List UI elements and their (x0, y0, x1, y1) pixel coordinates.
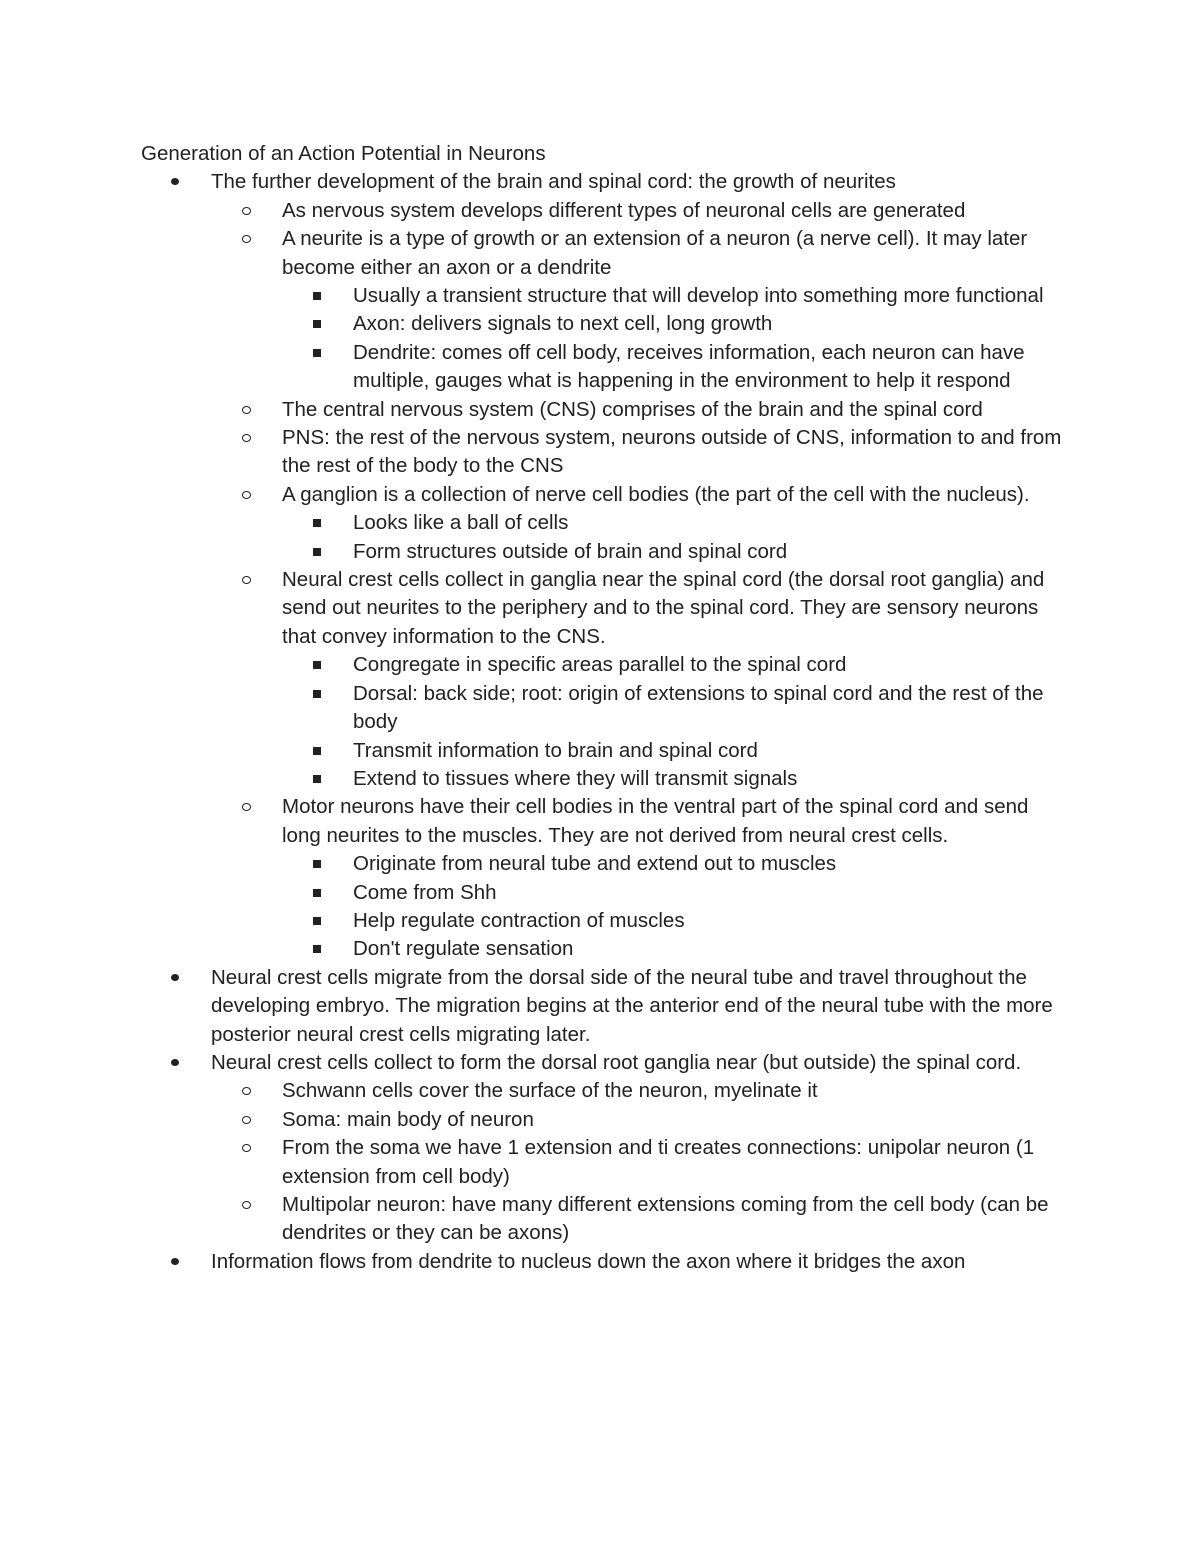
list-item-level-3 (353, 680, 1063, 737)
list-item-text: Come from Shh (353, 880, 497, 904)
list-item-text: PNS: the rest of the nervous system, neurons outside of CNS, information to and from the rest of the body to the CNS (282, 426, 1062, 478)
list-item-text: The further development of the brain and spinal cord: the growth of neurites (211, 170, 896, 194)
list-item-level-2 (282, 225, 1062, 282)
filled-square-bullet-icon (313, 509, 353, 537)
hollow-circle-bullet-icon (242, 1077, 282, 1105)
filled-square-bullet-icon (313, 680, 353, 708)
filled-square-bullet-icon (313, 935, 353, 963)
filled-square-bullet-icon (313, 282, 353, 310)
list-item-text: Multipolar neuron: have many different extensions coming from the cell body (can be dendrites or they can be axons) (282, 1193, 1049, 1245)
page-title: Generation of an Action Potential in Neurons (141, 142, 546, 165)
list-item-text: Originate from neural tube and extend out to muscles (353, 852, 837, 876)
list-item-level-3 (353, 538, 1063, 566)
hollow-circle-bullet-icon (242, 396, 282, 424)
list-item-text: Don't regulate sensation (353, 937, 574, 961)
hollow-circle-bullet-icon (242, 424, 282, 452)
list-item-level-2 (282, 1134, 1062, 1191)
list-item-level-1 (211, 1049, 1061, 1077)
bullet-outline (0, 168, 1200, 1276)
list-item-text: Information flows from dendrite to nucleus down the axon where it bridges the axon (211, 1249, 966, 1273)
list-item-text: A ganglion is a collection of nerve cell bodies (the part of the cell with the nucleus). (282, 482, 1030, 506)
list-item-text: Schwann cells cover the surface of the neuron, myelinate it (282, 1079, 818, 1103)
list-item-text: Help regulate contraction of muscles (353, 908, 685, 932)
hollow-circle-bullet-icon (242, 481, 282, 509)
list-item-text: The central nervous system (CNS) comprises of the brain and the spinal cord (282, 397, 983, 421)
list-item-text: Usually a transient structure that will develop into something more functional (353, 284, 1044, 308)
list-item-text: Congregate in specific areas parallel to the spinal cord (353, 653, 847, 677)
filled-square-bullet-icon (313, 310, 353, 338)
list-item-level-3 (353, 737, 1063, 765)
list-item-level-2 (282, 424, 1062, 481)
filled-square-bullet-icon (313, 651, 353, 679)
list-item-text: Extend to tissues where they will transmit signals (353, 766, 798, 790)
list-item-level-2 (282, 1106, 1062, 1134)
filled-square-bullet-icon (313, 737, 353, 765)
list-item-level-3 (353, 765, 1063, 793)
hollow-circle-bullet-icon (242, 225, 282, 253)
list-item-text: As nervous system develops different types of neuronal cells are generated (282, 198, 966, 222)
list-item-level-3 (353, 907, 1063, 935)
filled-square-bullet-icon (313, 907, 353, 935)
list-item-level-3 (353, 935, 1063, 963)
list-item-text: Soma: main body of neuron (282, 1107, 534, 1131)
list-item-level-3 (353, 879, 1063, 907)
list-item-text: Neural crest cells migrate from the dorsal side of the neural tube and travel throughout the developing embryo. The migration begins at the anterior end of the neural tube with the more posterior neural crest cells migrating later. (211, 965, 1053, 1046)
list-item-text: Axon: delivers signals to next cell, long growth (353, 312, 773, 336)
list-item-text: Transmit information to brain and spinal cord (353, 738, 758, 762)
list-item-level-2 (282, 481, 1062, 509)
list-item-text: Form structures outside of brain and spinal cord (353, 539, 788, 563)
list-item-level-2 (282, 197, 1062, 225)
list-item-text: Dorsal: back side; root: origin of extensions to spinal cord and the rest of the body (353, 681, 1044, 734)
list-item-text: Motor neurons have their cell bodies in the ventral part of the spinal cord and send long neurites to the muscles. They are not derived from neural crest cells. (282, 795, 1029, 847)
list-item-text: A neurite is a type of growth or an extension of a neuron (a nerve cell). It may later become either an axon or a dendrite (282, 227, 1028, 279)
filled-disc-bullet-icon (171, 1248, 211, 1276)
list-item-text: Looks like a ball of cells (353, 511, 569, 535)
filled-square-bullet-icon (313, 339, 353, 367)
list-item-level-3 (353, 651, 1063, 679)
hollow-circle-bullet-icon (242, 1134, 282, 1162)
list-item-level-1 (211, 1248, 1061, 1276)
list-item-level-1 (211, 964, 1061, 1049)
list-item-level-3 (353, 339, 1063, 396)
list-item-text: Neural crest cells collect in ganglia near the spinal cord (the dorsal root ganglia) and send out neurites to the periphery and to the spinal cord. They are sensory neurons that convey information to the CNS. (282, 568, 1045, 648)
filled-square-bullet-icon (313, 850, 353, 878)
list-item-level-3 (353, 282, 1063, 310)
hollow-circle-bullet-icon (242, 1191, 282, 1219)
list-item-level-3 (353, 310, 1063, 338)
hollow-circle-bullet-icon (242, 793, 282, 821)
list-item-level-2 (282, 396, 1062, 424)
list-item-level-1 (211, 168, 1061, 196)
filled-square-bullet-icon (313, 765, 353, 793)
list-item-level-2 (282, 566, 1062, 651)
filled-square-bullet-icon (313, 879, 353, 907)
list-item-text: From the soma we have 1 extension and ti creates connections: unipolar neuron (1 extension from cell body) (282, 1136, 1035, 1188)
filled-disc-bullet-icon (171, 168, 211, 196)
list-item-level-3 (353, 850, 1063, 878)
filled-square-bullet-icon (313, 538, 353, 566)
list-item-level-2 (282, 1191, 1062, 1248)
hollow-circle-bullet-icon (242, 566, 282, 594)
hollow-circle-bullet-icon (242, 197, 282, 225)
hollow-circle-bullet-icon (242, 1106, 282, 1134)
list-item-level-2 (282, 793, 1062, 850)
list-item-level-2 (282, 1077, 1062, 1105)
filled-disc-bullet-icon (171, 1049, 211, 1077)
list-item-text: Dendrite: comes off cell body, receives information, each neuron can have multiple, gauges what is happening in the environment to help it respond (353, 340, 1025, 393)
filled-disc-bullet-icon (171, 964, 211, 992)
list-item-level-3 (353, 509, 1063, 537)
list-item-text: Neural crest cells collect to form the dorsal root ganglia near (but outside) the spinal cord. (211, 1050, 1022, 1074)
